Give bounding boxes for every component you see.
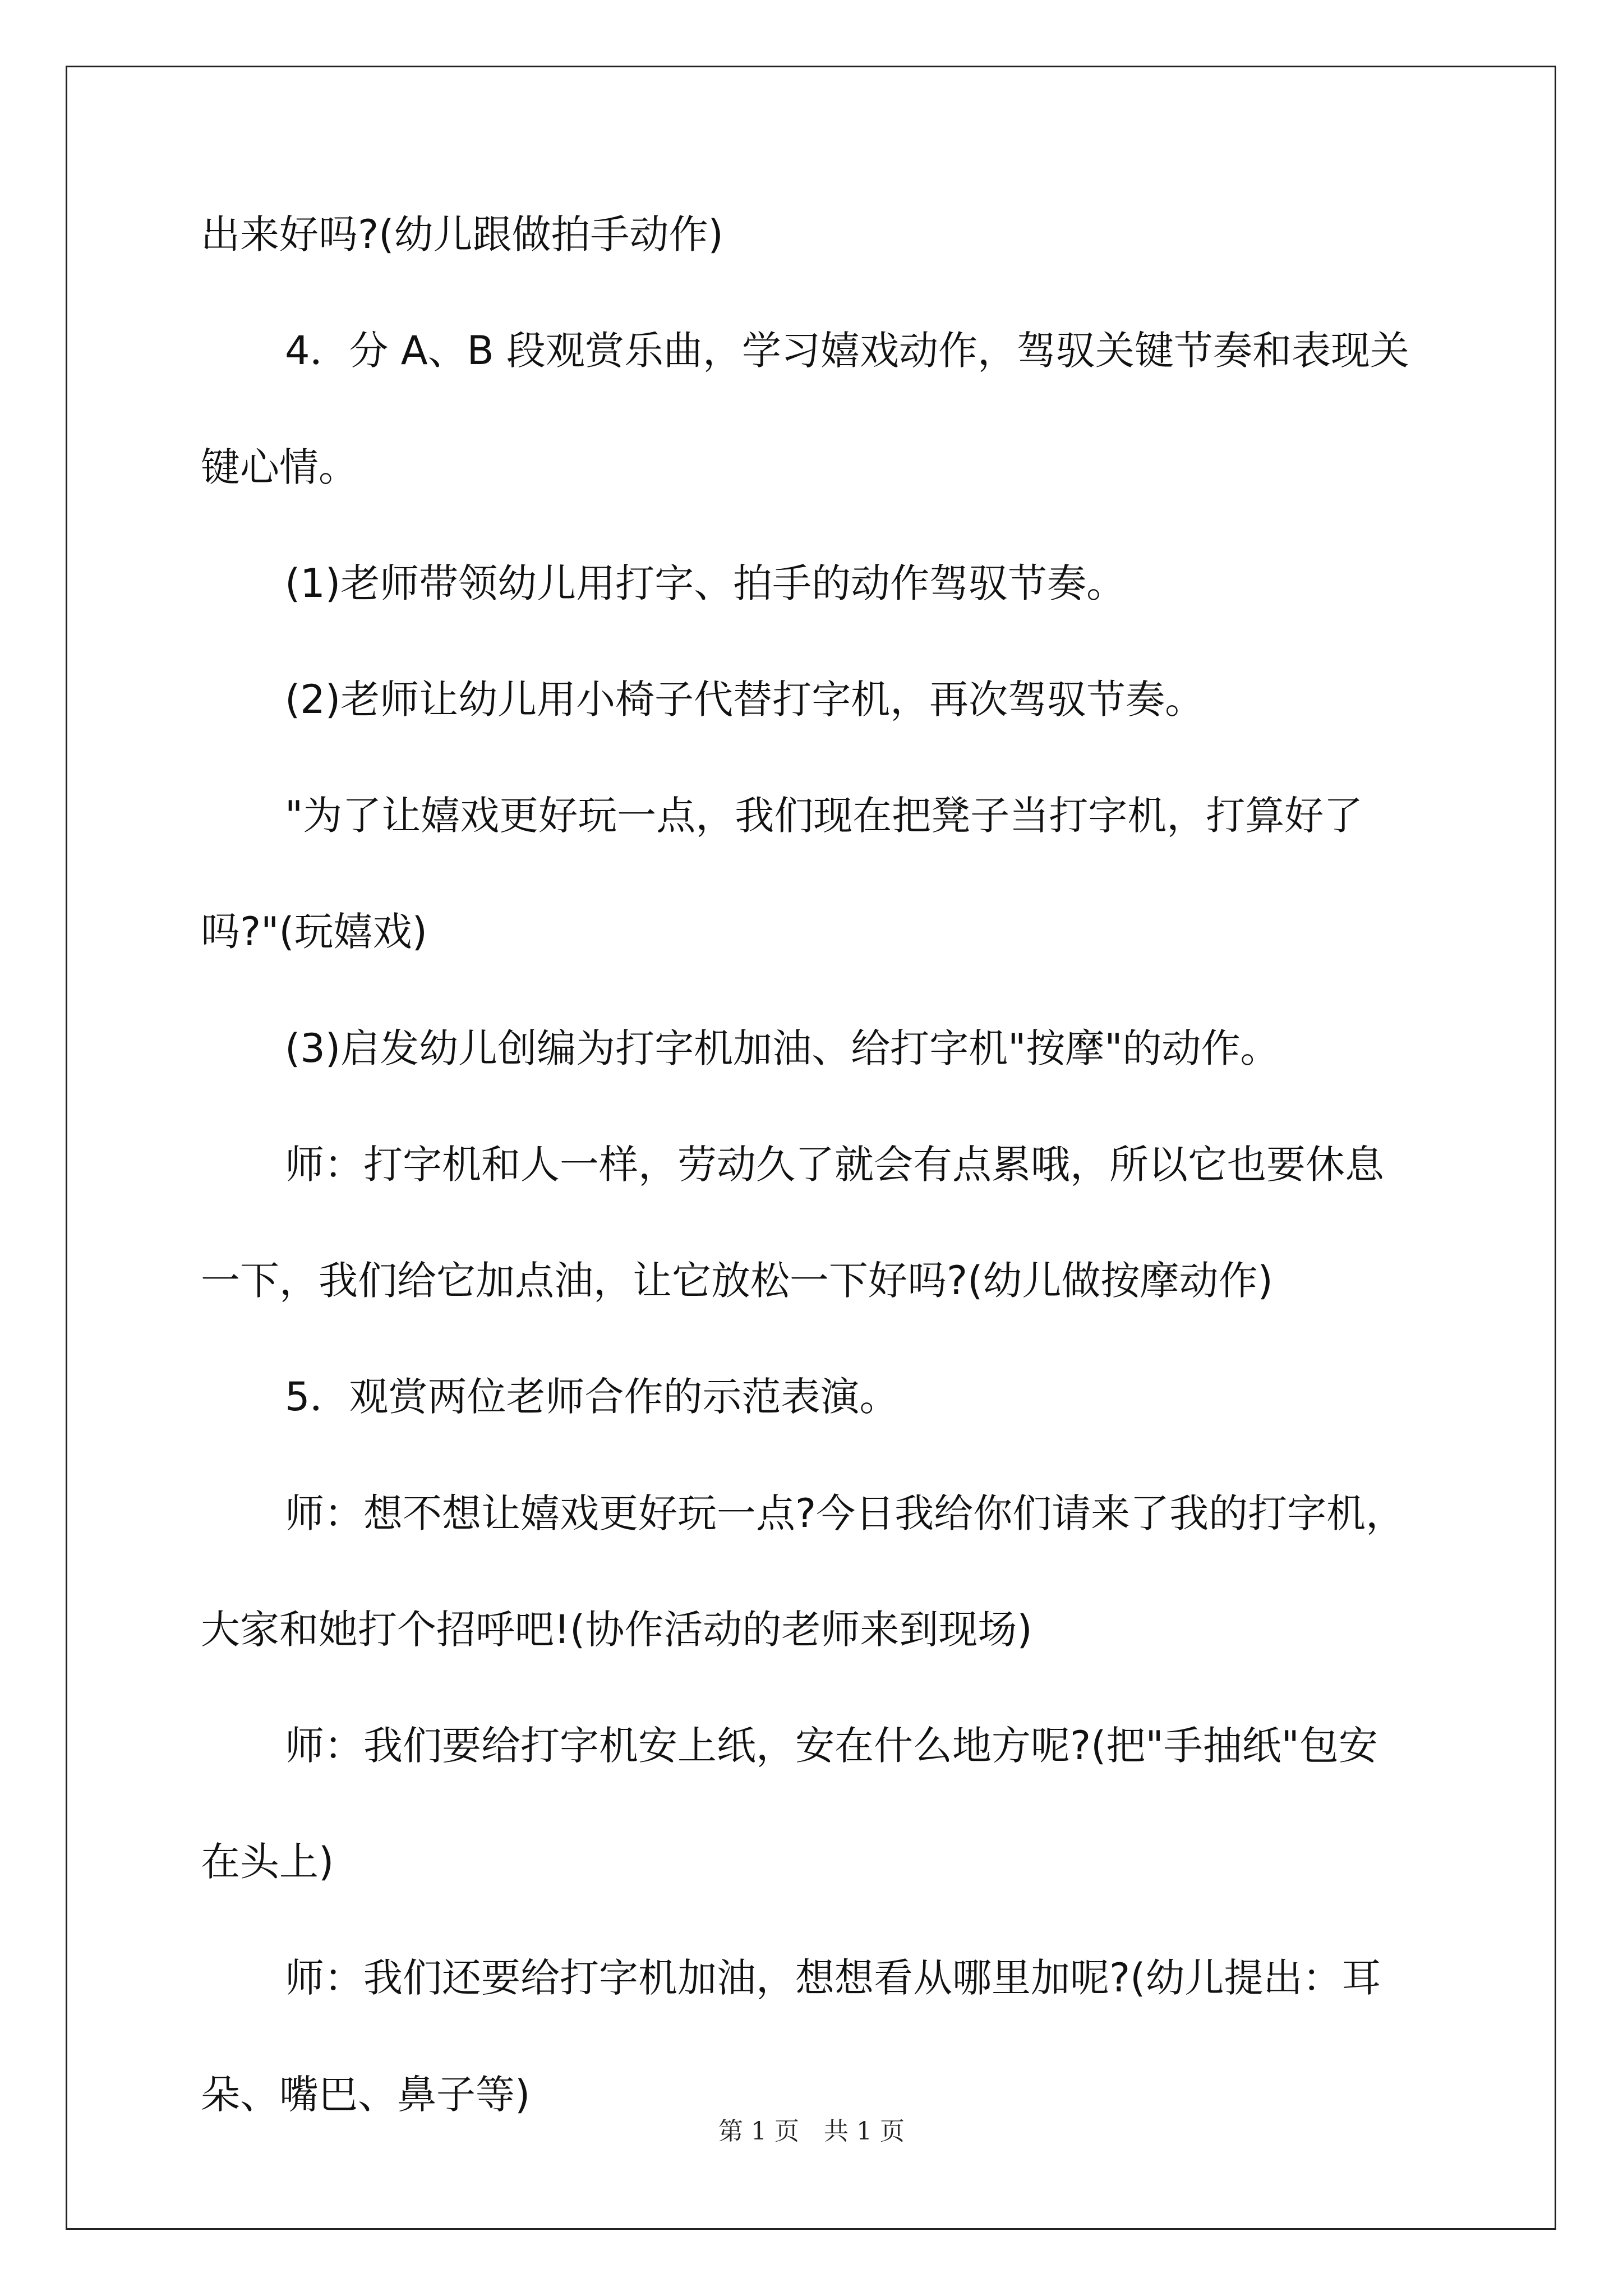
text-line: 在头上) xyxy=(201,1839,334,1885)
text-line: 师：我们还要给打字机加油，想想看从哪里加呢?(幼儿提出：耳 xyxy=(285,1955,1381,2001)
text-line: 5．观赏两位老师合作的示范表演。 xyxy=(285,1374,899,1420)
text-line: 4．分 A、B 段观赏乐曲，学习嬉戏动作，驾驭关键节奏和表现关 xyxy=(285,328,1409,374)
page-number-footer: 第 1 页 共 1 页 xyxy=(718,2117,905,2146)
text-line: 师：想不想让嬉戏更好玩一点?今日我给你们请来了我的打字机， xyxy=(285,1490,1405,1536)
text-line: (1)老师带领幼儿用打字、拍手的动作驾驭节奏。 xyxy=(285,560,1126,606)
text-line: 一下，我们给它加点油，让它放松一下好吗?(幼儿做按摩动作) xyxy=(201,1258,1273,1304)
text-line: 出来好吗?(幼儿跟做拍手动作) xyxy=(201,211,723,257)
text-line: 大家和她打个招呼吧!(协作活动的老师来到现场) xyxy=(201,1607,1032,1653)
text-line: 师：我们要给打字机安上纸，安在什么地方呢?(把"手抽纸"包安 xyxy=(285,1723,1378,1769)
text-line: 吗?"(玩嬉戏) xyxy=(201,909,427,955)
text-line: 师：打字机和人一样，劳动久了就会有点累哦，所以它也要休息 xyxy=(285,1142,1384,1188)
text-line: 键心情。 xyxy=(201,444,358,490)
text-line: (2)老师让幼儿用小椅子代替打字机，再次驾驭节奏。 xyxy=(285,677,1205,723)
text-line: "为了让嬉戏更好玩一点，我们现在把凳子当打字机，打算好了 xyxy=(285,793,1363,839)
text-line: 朵、嘴巴、鼻子等) xyxy=(201,2072,531,2118)
text-line: (3)启发幼儿创编为打字机加油、给打字机"按摩"的动作。 xyxy=(285,1025,1280,1071)
